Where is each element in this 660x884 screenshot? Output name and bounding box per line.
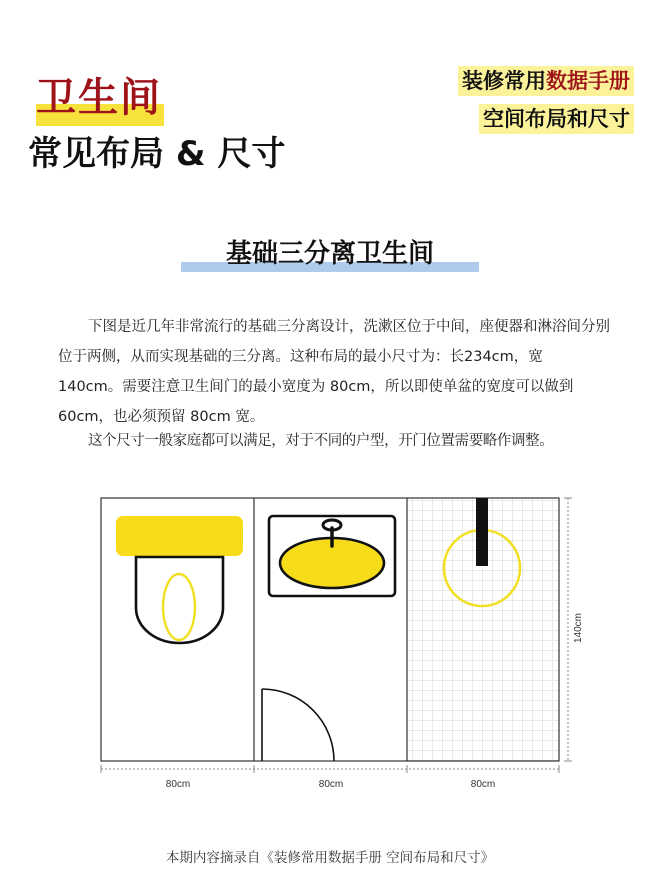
toilet-bowl (136, 557, 223, 643)
height-dimension-line (564, 498, 572, 761)
door-swing-icon (262, 689, 334, 761)
body-paragraph-2: 这个尺寸一般家庭都可以满足，对于不同的户型，开门位置需要略作调整。 (88, 433, 554, 449)
width-label-toilet: 80cm (165, 779, 191, 790)
toilet-tank (116, 516, 243, 556)
section-heading: 基础三分离卫生间 (225, 239, 434, 269)
width-dimension-line (101, 765, 559, 773)
height-label: 140cm (573, 612, 584, 644)
book-tag-accent: 数据手册 (546, 69, 630, 93)
page-title: 卫生间 (36, 75, 162, 121)
width-label-washbasin: 80cm (318, 779, 344, 790)
book-tag-line2: 空间布局和尺寸 (479, 104, 634, 134)
body-paragraph-1: 下图是近几年非常流行的基础三分离设计，洗漱区位于中间，座便器和淋浴间分别位于两侧，从而实现基础的三分离。这种布局的最小尺寸为：长234cm，宽 140cm。需要注意卫生间门的最小宽度为 80cm，所以即使单盆的宽度可以做到 60cm，也必须预留 80cm 宽。 (58, 319, 610, 425)
floor-plan-diagram (92, 490, 592, 800)
washbasin-icon (269, 516, 395, 596)
book-tag-prefix: 装修常用 (462, 69, 546, 93)
book-tag-line1 (458, 66, 634, 96)
width-label-shower: 80cm (470, 779, 496, 790)
source-footer: 本期内容摘录自《装修常用数据手册 空间布局和尺寸》 (165, 850, 495, 866)
page-subtitle: 常见布局 & 尺寸 (28, 134, 286, 174)
toilet-icon (116, 516, 243, 643)
shower-pipe (476, 498, 488, 566)
